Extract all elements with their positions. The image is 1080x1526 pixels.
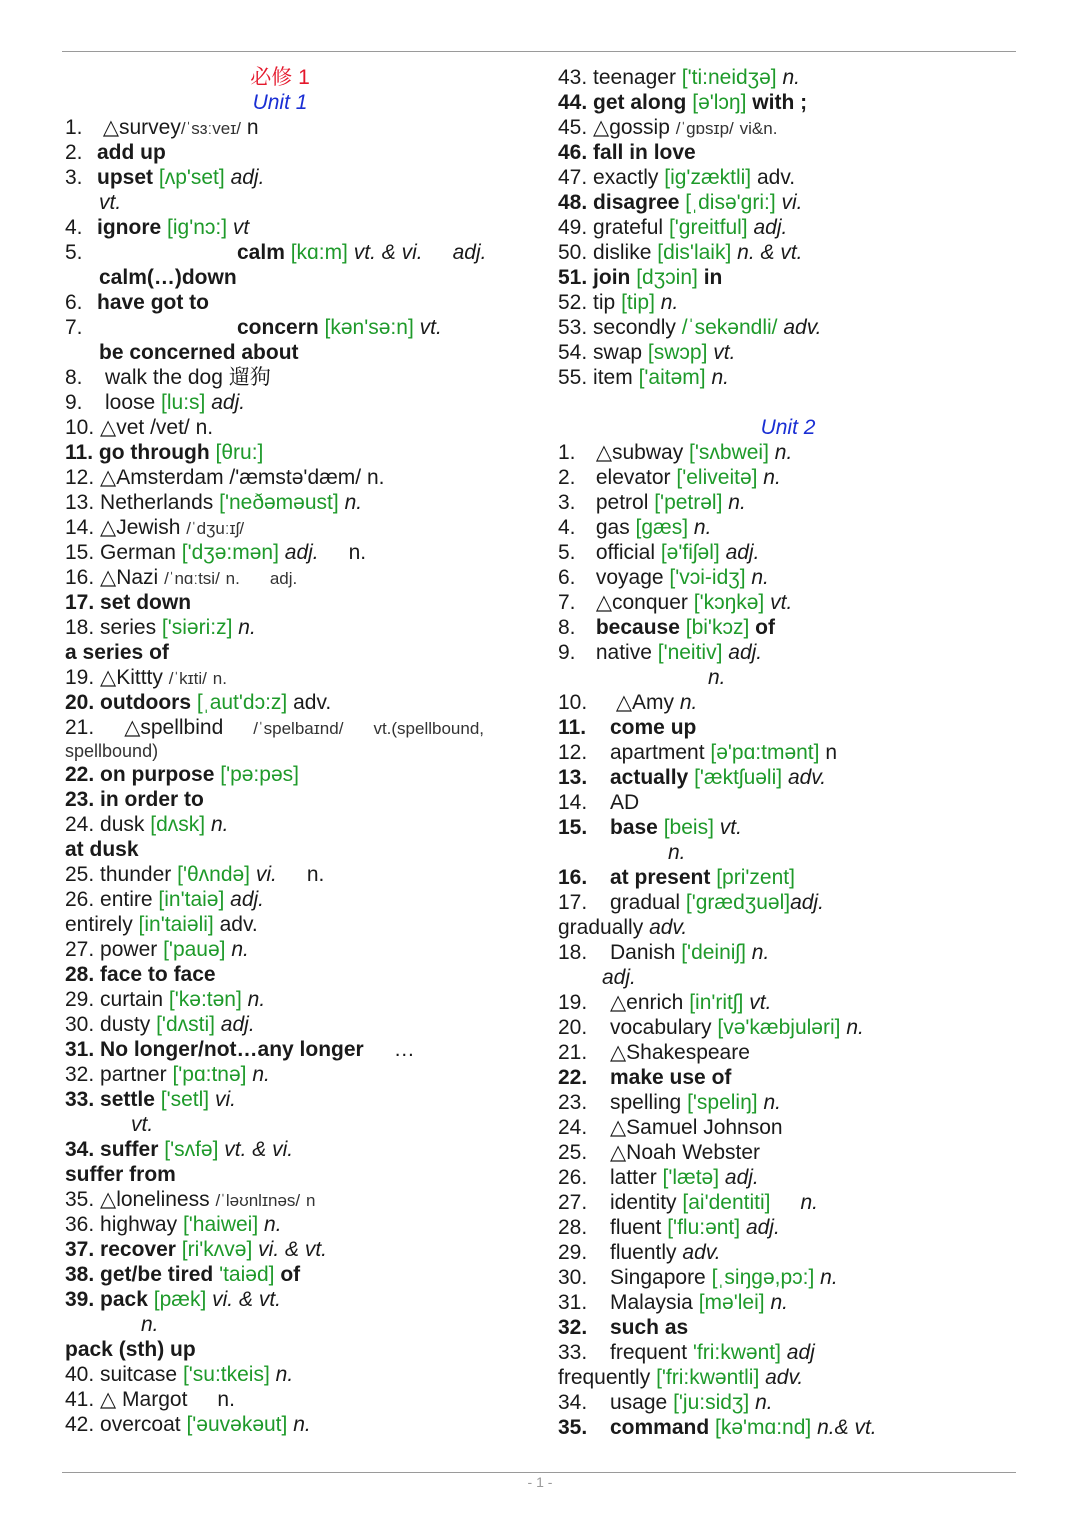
vocab-entry: 42. overcoat ['əuvəkəut] n. — [65, 1413, 311, 1436]
vocab-entry: 17. gradual ['grædʒuəl]adj. — [558, 891, 824, 914]
vocab-entry: 43. teenager ['ti:neidʒə] n. — [558, 66, 800, 89]
vocab-entry: 6. have got to — [65, 291, 210, 314]
vocab-entry: 2. elevator ['eliveitə] n. — [558, 466, 781, 489]
vocab-entry: 23. spelling ['speliŋ] n. — [558, 1091, 781, 1114]
vocab-entry: 51. join [dʒɔin] in — [558, 266, 723, 289]
vocab-entry: 45. △gossip /ˈgɒsɪp/ vi&n. — [558, 116, 778, 139]
vocab-entry: 13. actually ['æktʃuəli] adv. — [558, 766, 827, 789]
vocab-entry: 29. fluently adv. — [558, 1241, 721, 1264]
vocab-entry: 30. dusty ['dʌsti] adj. — [65, 1013, 255, 1036]
vocab-entry: 35. command [kə'mɑ:nd] n.& vt. — [558, 1416, 877, 1439]
vocab-entry: 22. make use of — [558, 1066, 732, 1089]
vocab-entry: 21. △Shakespeare — [558, 1041, 750, 1064]
vocab-entry: 5. official [ə'fiʃəl] adj. — [558, 541, 760, 564]
vocab-entry-continued: n. — [668, 841, 686, 864]
vocab-entry: 37. recover [ri'kʌvə] vi. & vt. — [65, 1238, 328, 1261]
top-rule — [62, 51, 1016, 52]
vocab-entry-continued: a series of — [65, 641, 169, 664]
vocab-entry: 1. △survey/ˈsɜːveɪ/ n — [65, 116, 259, 139]
vocab-entry: 46. fall in love — [558, 141, 696, 164]
vocab-entry: 15. German ['dʒə:mən] adj. n. — [65, 541, 367, 564]
vocab-entry-continued: be concerned about — [99, 341, 299, 364]
vocab-entry: 23. in order to — [65, 788, 204, 811]
vocab-entry: 20. vocabulary [və'kæbjuləri] n. — [558, 1016, 864, 1039]
vocab-entry-continued: adj. — [602, 966, 636, 989]
vocab-entry: 2. add up — [65, 141, 166, 164]
vocab-entry: 3. upset [ʌp'set] adj. — [65, 166, 265, 189]
vocab-entry: 8. because [bi'kɔz] of — [558, 616, 775, 639]
vocab-entry: 12. apartment [ə'pɑ:tmənt] n — [558, 741, 838, 764]
vocab-entry: 9. native ['neitiv] adj. — [558, 641, 763, 664]
vocab-entry: 1. △subway ['sʌbwei] n. — [558, 441, 793, 464]
vocab-entry: 6. voyage ['vɔi-idʒ] n. — [558, 566, 769, 589]
vocab-entry: 25. △Noah Webster — [558, 1141, 761, 1164]
vocab-entry: 55. item ['aitəm] n. — [558, 366, 729, 389]
vocab-entry-continued: n. — [708, 666, 726, 689]
vocab-entry: 27. power ['pauə] n. — [65, 938, 249, 961]
vocab-entry: 36. highway ['haiwei] n. — [65, 1213, 282, 1236]
bottom-rule — [62, 1472, 1016, 1473]
vocab-entry: 27. identity [ai'dentiti] n. — [558, 1191, 818, 1214]
vocab-entry: 17. set down — [65, 591, 192, 614]
vocab-entry: 24. dusk [dʌsk] n. — [65, 813, 229, 836]
vocab-entry: 34. suffer ['sʌfə] vt. & vi. — [65, 1138, 294, 1161]
vocab-entry: 7. △conquer ['kɔŋkə] vt. — [558, 591, 793, 614]
left-column — [65, 65, 535, 1437]
vocab-entry: 16. △Nazi /ˈnɑːtsi/ n. adj. — [65, 566, 298, 589]
vocab-entry: 3. petrol ['petrəl] n. — [558, 491, 746, 514]
vocab-entry-continued: vt. — [131, 1113, 154, 1136]
vocab-entry: 39. pack [pæk] vi. & vt. — [65, 1288, 281, 1311]
vocab-entry: 4. ignore [ig'nɔ:] vt — [65, 216, 250, 239]
vocab-entry: 8. walk the dog 遛狗 — [65, 366, 271, 389]
vocab-entry: 29. curtain ['kə:tən] n. — [65, 988, 266, 1011]
vocab-entry: 10. △vet /vet/ n. — [65, 416, 214, 439]
vocab-entry: 48. disagree [ˌdisə'gri:] vi. — [558, 191, 803, 214]
vocab-entry-continued: suffer from — [65, 1163, 176, 1186]
vocab-entry: 26. entire [in'taiə] adj. — [65, 888, 265, 911]
vocab-entry-continued: vt. — [99, 191, 122, 214]
vocab-entry-continued: pack (sth) up — [65, 1338, 196, 1361]
vocab-entry-continued: calm(…)down — [99, 266, 237, 289]
vocab-entry: 14. △Jewish /ˈdʒuːɪʃ/ — [65, 516, 245, 539]
vocab-entry: 53. secondly /ˈsekəndli/ adv. — [558, 316, 822, 339]
vocab-entry: 4. gas [gæs] n. — [558, 516, 712, 539]
vocab-entry: 7. concern [kən'sə:n] vt. — [65, 316, 442, 339]
vocab-entry: 18. Danish ['deiniʃ] n. — [558, 941, 770, 964]
vocab-entry: 19. △Kittty /ˈkɪti/ n. — [65, 666, 227, 689]
vocab-entry: 33. frequent 'fri:kwənt] adj — [558, 1341, 815, 1364]
vocab-entry: 32. such as — [558, 1316, 689, 1339]
vocab-entry-continued: n. — [141, 1313, 159, 1336]
vocab-entry: 50. dislike [dis'laik] n. & vt. — [558, 241, 803, 264]
vocab-entry-continued: at dusk — [65, 838, 139, 861]
page-title: 必修 1 — [250, 66, 310, 89]
vocab-entry: 41. △ Margot n. — [65, 1388, 235, 1411]
vocab-entry: 24. △Samuel Johnson — [558, 1116, 783, 1139]
vocab-entry: 30. Singapore [ˌsiŋgə,pɔ:] n. — [558, 1266, 838, 1289]
vocab-entry: 19. △enrich [in'ritʃ] vt. — [558, 991, 772, 1014]
vocab-entry: 52. tip [tip] n. — [558, 291, 679, 314]
vocab-entry: 11. go through [θru:] — [65, 441, 264, 464]
vocab-entry: 5. calm [kɑ:m] vt. & vi. adj. — [65, 241, 487, 264]
vocab-entry: 16. at present [pri'zent] — [558, 866, 795, 889]
vocab-entry: 28. face to face — [65, 963, 216, 986]
vocab-entry: 22. on purpose ['pə:pəs] — [65, 763, 299, 786]
vocab-entry: 38. get/be tired 'taiəd] of — [65, 1263, 301, 1286]
vocab-entry: 31. Malaysia [mə'lei] n. — [558, 1291, 788, 1314]
vocab-entry: 11. come up — [558, 716, 697, 739]
vocab-entry: 26. latter ['lætə] adj. — [558, 1166, 759, 1189]
unit-1-heading: Unit 1 — [252, 91, 308, 114]
page-number: - 1 - — [527, 1474, 553, 1490]
vocab-entry: 34. usage ['ju:sidʒ] n. — [558, 1391, 773, 1414]
vocab-entry: 49. grateful ['greitful] adj. — [558, 216, 788, 239]
vocab-entry: 33. settle ['setl] vi. — [65, 1088, 236, 1111]
vocab-entry: 35. △loneliness /ˈləʊnlɪnəs/ n — [65, 1188, 316, 1211]
vocab-entry-continued: spellbound) — [65, 741, 159, 761]
vocab-entry: 12. △Amsterdam /'æmstə'dæm/ n. — [65, 466, 385, 489]
vocab-entry: 9. loose [lu:s] adj. — [65, 391, 246, 414]
vocab-entry: 13. Netherlands ['neðəməust] n. — [65, 491, 363, 514]
spacer — [558, 390, 1028, 415]
unit-2-heading: Unit 2 — [760, 416, 816, 439]
vocab-entry: frequently ['fri:kwəntli] adv. — [558, 1366, 804, 1389]
vocab-entry: 31. No longer/not…any longer … — [65, 1038, 415, 1061]
vocab-entry: 32. partner ['pɑ:tnə] n. — [65, 1063, 270, 1086]
vocab-entry: 54. swap [swɔp] vt. — [558, 341, 736, 364]
vocab-entry: 47. exactly [ig'zæktli] adv. — [558, 166, 796, 189]
vocab-entry: 25. thunder ['θʌndə] vi. n. — [65, 863, 325, 886]
right-column — [558, 65, 1028, 1440]
vocab-entry: 15. base [beis] vt. — [558, 816, 742, 839]
vocab-entry: 10. △Amy n. — [558, 691, 698, 714]
vocab-entry: 14. AD — [558, 791, 640, 814]
vocab-entry: 18. series ['siəri:z] n. — [65, 616, 256, 639]
vocab-entry: 44. get along [ə'lɔŋ] with ; — [558, 91, 808, 114]
vocab-entry: 28. fluent ['flu:ənt] adj. — [558, 1216, 780, 1239]
vocab-entry: gradually adv. — [558, 916, 688, 939]
vocab-entry: 21. △spellbind /ˈspelbaɪnd/ vt.(spellbound, — [65, 716, 485, 739]
vocab-entry: 20. outdoors [ˌaut'dɔ:z] adv. — [65, 691, 332, 714]
vocab-entry: 40. suitcase ['su:tkeis] n. — [65, 1363, 294, 1386]
vocab-entry: entirely [in'taiəli] adv. — [65, 913, 258, 936]
